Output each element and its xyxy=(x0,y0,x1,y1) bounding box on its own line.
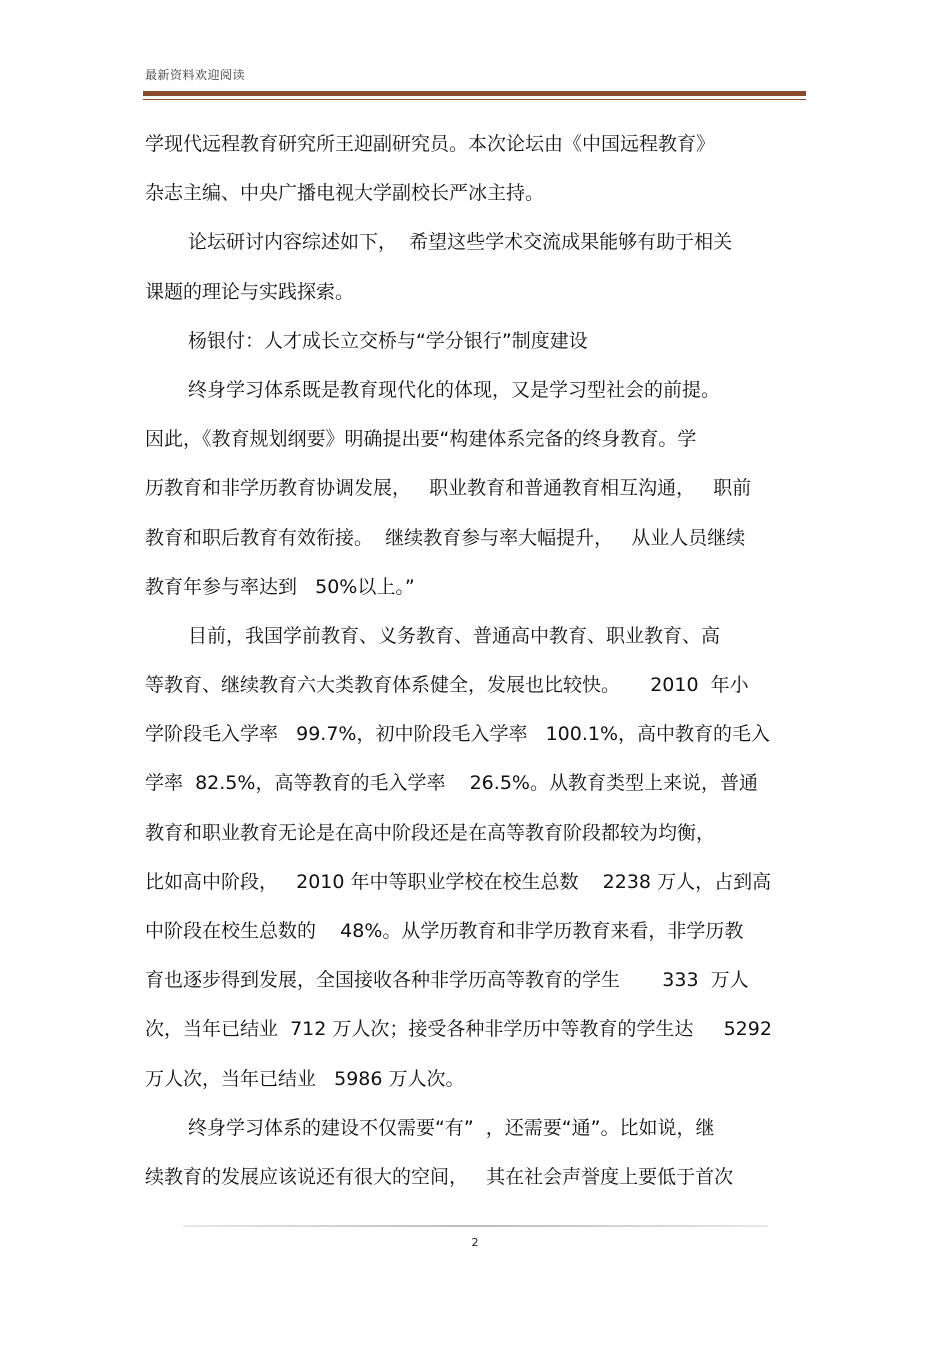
body-line: 教育和职业教育无论是在高中阶段还是在高等教育阶段都较为均衡， xyxy=(145,821,716,844)
body-line: 学阶段毛入学率 99.7%，初中阶段毛入学率 100.1%，高中教育的毛入 xyxy=(145,723,771,746)
body-line: 等教育、继续教育六大类教育体系健全，发展也比较快。 2010 年小 xyxy=(145,674,749,697)
body-line: 目前，我国学前教育、义务教育、普通高中教育、职业教育、高 xyxy=(188,624,721,647)
body-line: 学率 82.5%，高等教育的毛入学率 26.5%。从教育类型上来说，普通 xyxy=(145,772,758,795)
page-number: 2 xyxy=(471,1236,479,1249)
body-line: 历教育和非学历教育协调发展， 职业教育和普通教育相互沟通， 职前 xyxy=(145,477,752,500)
body-line: 续教育的发展应该说还有很大的空间， 其在社会声誉度上要低于首次 xyxy=(145,1165,734,1188)
body-line: 教育和职后教育有效衔接。 继续教育参与率大幅提升， 从业人员继续 xyxy=(145,526,746,549)
body-line: 万人次，当年已结业 5986 万人次。 xyxy=(145,1067,465,1090)
running-header: 最新资料欢迎阅读 xyxy=(145,68,246,82)
body-line: 杂志主编、中央广播电视大学副校长严冰主持。 xyxy=(145,182,545,205)
body-line: 中阶段在校生总数的 48%。从学历教育和非学历教育来看，非学历教 xyxy=(145,920,744,942)
footer-rule xyxy=(183,1225,768,1227)
body-line: 次，当年已结业 712 万人次；接受各种非学历中等教育的学生达 5292 xyxy=(145,1018,772,1041)
header-rule-thin xyxy=(143,99,806,100)
body-line: 论坛研讨内容综述如下， 希望这些学术交流成果能够有助于相关 xyxy=(188,231,733,254)
body-line: 育也逐步得到发展，全国接收各种非学历高等教育的学生 333 万人 xyxy=(145,969,749,992)
body-line: 终身学习体系既是教育现代化的体现，又是学习型社会的前提。 xyxy=(188,378,721,401)
header-rule-thick xyxy=(143,91,806,96)
document-body xyxy=(145,120,810,1202)
body-line: 比如高中阶段， 2010 年中等职业学校在校生总数 2238 万人，占到高 xyxy=(145,870,772,893)
body-line: 终身学习体系的建设不仅需要“有” ，还需要“通”。比如说，继 xyxy=(188,1116,715,1139)
section-heading: 杨银付：人才成长立交桥与“学分银行”制度建设 xyxy=(188,329,588,352)
body-line: 教育年参与率达到 50%以上。” xyxy=(145,575,415,598)
body-line: 课题的理论与实践探索。 xyxy=(145,280,355,303)
body-line: 因此，《教育规划纲要》明确提出要“构建体系完备的终身教育。学 xyxy=(145,428,697,451)
body-line: 学现代远程教育研究所王迎副研究员。本次论坛由《中国远程教育》 xyxy=(145,133,716,155)
